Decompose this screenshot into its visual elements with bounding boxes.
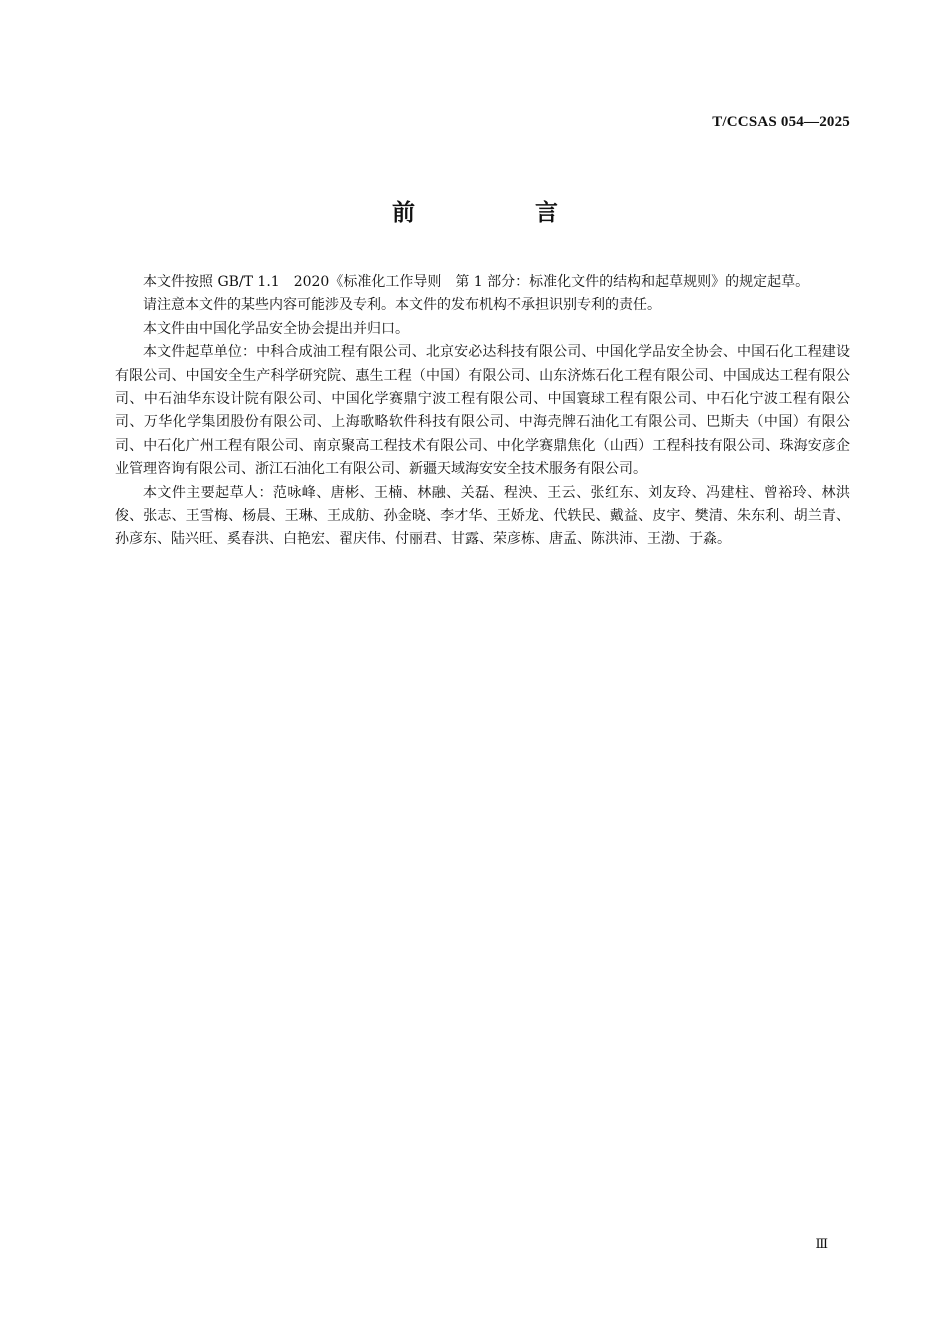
foreword-body xyxy=(115,271,850,552)
page-title: 前 言 xyxy=(391,200,614,226)
page-number: Ⅲ xyxy=(815,1236,828,1251)
paragraph-proposer: 本文件由中国化学品安全协会提出并归口。 xyxy=(143,320,409,337)
paragraph-patent-notice: 请注意本文件的某些内容可能涉及专利。本文件的发布机构不承担识别专利的责任。 xyxy=(143,297,661,314)
paragraph-drafting-rules: 本文件按照 GB/T 1.1 2020《标准化工作导则 第 1 部分：标准化文件的结构和起草规则》的规定起草。 xyxy=(143,274,810,290)
standard-code: T/CCSAS 054—2025 xyxy=(712,114,850,130)
paragraph-drafting-units: 本文件起草单位：中科合成油工程有限公司、北京安必达科技有限公司、中国化学品安全协会、中国石化工程建设有限公司、中国安全生产科学研究院、惠生工程（中国）有限公司、山东济炼石化工程有限公司、中国成达工程有限公司、中石油华东设计院有限公司、中国化学赛鼎宁波工程有限公司、中国寰球工程有限公司、中石化宁波工程有限公司、万华化学集团股份有限公司、上海歌略软件科技有限公司、中海壳牌石油化工有限公司、巴斯夫（中国）有限公司、中石化广州工程有限公司、南京聚高工程技术有限公司、中化学赛鼎焦化（山西）工程科技有限公司、珠海安彦企业管理咨询有限公司、浙江石油化工有限公司、新疆天域海安安全技术服务有限公司。 xyxy=(115,344,850,478)
paragraph-drafters: 本文件主要起草人：范咏峰、唐彬、王楠、林融、关磊、程泱、王云、张红东、刘友玲、冯建柱、曾裕玲、林洪俊、张志、王雪梅、杨晨、王琳、王成舫、孙金晓、李才华、王娇龙、代轶民、戴益、皮宇、樊清、朱东利、胡兰青、孙彦东、陆兴旺、奚春洪、白艳宏、翟庆伟、付丽君、甘露、荣彦栋、唐孟、陈洪沛、王渤、于淼。 xyxy=(115,484,850,548)
